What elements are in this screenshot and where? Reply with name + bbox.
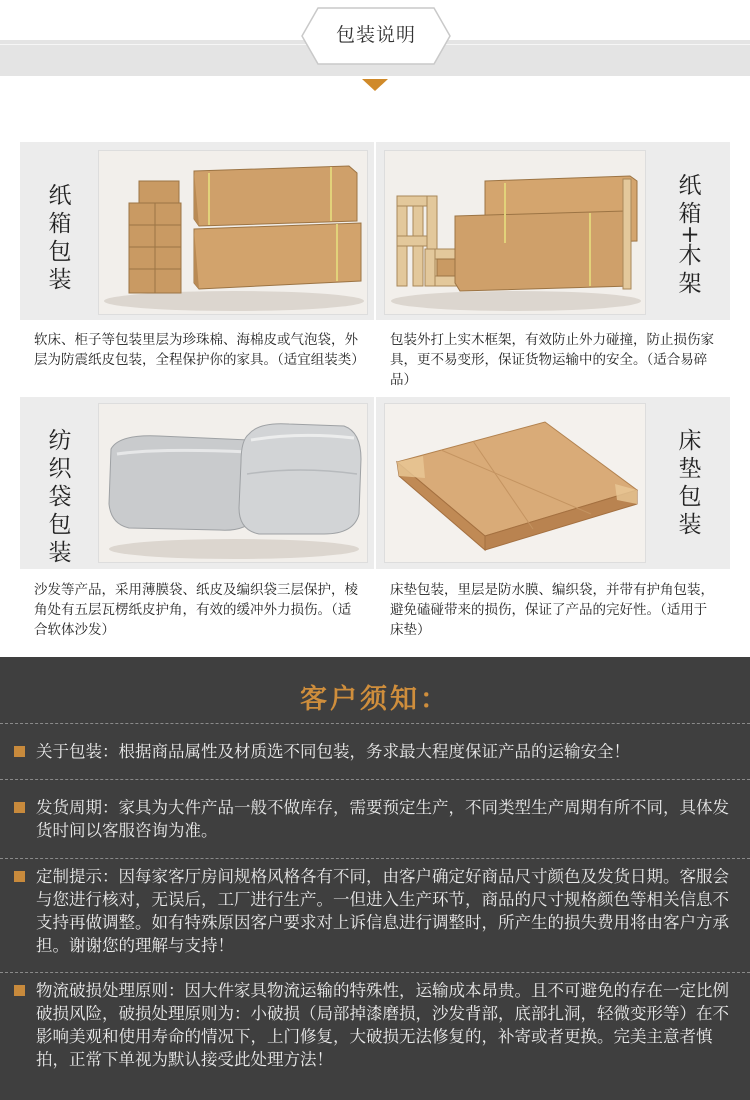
notice-item-damage-policy: 物流破损处理原则：因大件家具物流运输的特殊性，运输成本昂贵。且不可避免的存在一定比例破损风险，破损处理原则为：小破损（局部掉漆磨损，沙发背部，底部扎洞，轻微变形等）在不影响美观和使用寿命的情况下，上门修复，大破损无法修复的，补寄或者更换。完美主意者慎拍，正常下单视为默认接受此处理方法！ (36, 981, 729, 1069)
notice-bullet-icon (14, 746, 25, 757)
mattress-package-image (384, 403, 646, 563)
notice-divider (0, 858, 750, 859)
wood-frame-crate-image (384, 150, 646, 315)
notice-divider (0, 972, 750, 973)
notice-item-delivery-cycle: 发货周期：家具为大件产品一般不做库存，需要预定生产，不同类型生产周期有所不同，具体发货时间以客服咨询为准。 (36, 798, 729, 840)
panel-label-mattress: 床 垫 包 装 (678, 428, 702, 538)
woven-bag-sofa-image (98, 403, 368, 563)
notice-bullet-icon (14, 871, 25, 882)
page-header (0, 0, 750, 100)
panel-description-woven-bag: 沙发等产品，采用薄膜袋、纸皮及编织袋三层保护，棱角处有五层瓦楞纸皮护角，有效的缓冲外力损伤。（适合软体沙发） (34, 582, 358, 638)
packaging-panel-carton (20, 142, 374, 320)
header-arrow-icon (362, 79, 388, 91)
packaging-panel-woven-bag (20, 397, 374, 569)
panel-label-woven-bag: 纺 织 袋 包 装 (48, 428, 72, 566)
notice-divider (0, 723, 750, 724)
carton-boxes-image (98, 150, 368, 315)
page-title: 包装说明 (335, 24, 416, 46)
packaging-panel-mattress (376, 397, 730, 569)
notice-item-packaging: 关于包装：根据商品属性及材质选不同包装，务求最大程度保证产品的运输安全！ (36, 742, 630, 761)
customer-notice-section (0, 657, 750, 1100)
notice-divider (0, 779, 750, 780)
packaging-panel-wood-frame (376, 142, 730, 320)
panel-description-wood-frame: 包装外打上实木框架，有效防止外力碰撞，防止损伤家具，更不易变形，保证货物运输中的安全。（适合易碎品） (390, 332, 714, 388)
notice-bullet-icon (14, 802, 25, 813)
panel-label-wood-frame: 纸 箱 + 木 架 (678, 173, 702, 297)
notice-title: 客户须知： (300, 684, 450, 715)
notice-bullet-icon (14, 985, 25, 996)
notice-item-custom-tips: 定制提示：因每家客厅房间规格风格各有不同，由客户确定好商品尺寸颜色及发货日期。客服会与您进行核对，无误后，工厂进行生产。一但进入生产环节，商品的尺寸规格颜色等相关信息不支持再做调整。如有特殊原因客户要求对上诉信息进行调整时，所产生的损失费用将由客户方承担。谢谢您的理解与支持！ (36, 867, 729, 955)
panel-label-carton: 纸 箱 包 装 (48, 183, 72, 293)
panel-description-carton: 软床、柜子等包装里层为珍珠棉、海棉皮或气泡袋，外层为防震纸皮包装，全程保护你的家具。（适宜组装类） (34, 332, 365, 368)
panel-description-mattress: 床垫包装，里层是防水膜、编织袋，并带有护角包装，避免磕碰带来的损伤，保证了产品的完好性。（适用于床垫） (390, 582, 714, 638)
